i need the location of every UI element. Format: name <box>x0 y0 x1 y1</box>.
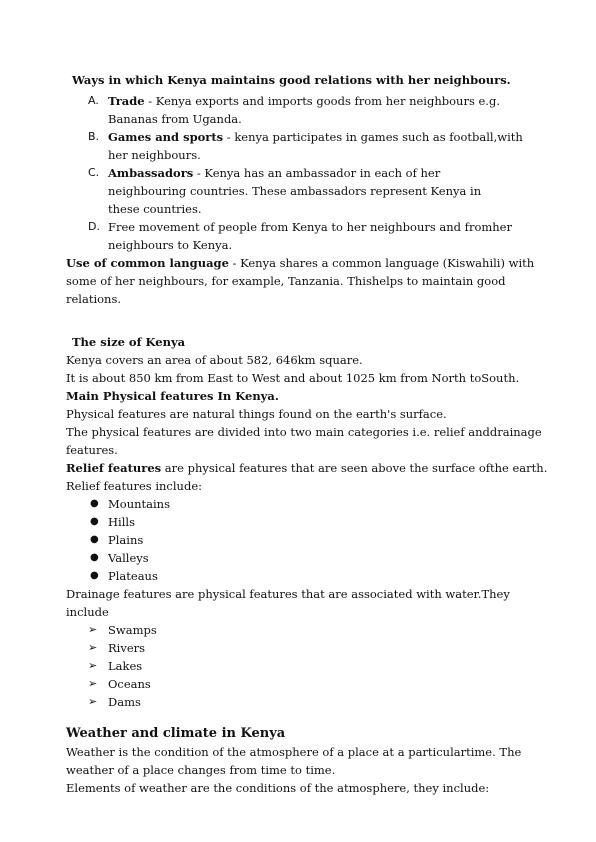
item-bold: Games and sports <box>108 130 224 144</box>
common-language-text: relations. <box>66 292 122 306</box>
item-text: Bananas from Uganda. <box>108 112 242 126</box>
list-item <box>66 693 546 711</box>
relief-list <box>66 495 546 585</box>
arrow-bullet-icon: ➢ <box>88 623 98 636</box>
item-text: Free movement of people from Kenya to her neighbours and fromher <box>108 220 512 234</box>
list-item <box>66 531 546 549</box>
item-text: these countries. <box>108 202 202 216</box>
relief-text: are physical features that are seen above the surface ofthe earth. <box>161 461 548 475</box>
relief-bold: Relief features <box>66 461 162 475</box>
list-marker: D. <box>88 220 100 233</box>
arrow-bullet-icon: ➢ <box>88 659 98 672</box>
bullet-icon: ● <box>90 552 99 563</box>
common-language-text: some of her neighbours, for example, Tanzania. Thishelps to maintain good <box>66 274 506 288</box>
size-heading: The size of Kenya <box>72 335 186 349</box>
list-item-text: Swamps <box>108 623 157 637</box>
list-item <box>66 164 536 218</box>
list-item-text: Valleys <box>108 551 149 565</box>
list-item-text: Rivers <box>108 641 146 655</box>
common-language-paragraph <box>66 254 536 308</box>
arrow-bullet-icon: ➢ <box>88 695 98 708</box>
list-marker: B. <box>88 130 100 143</box>
drainage-line: Drainage features are physical features that are associated with water.They <box>66 587 510 601</box>
weather-block <box>66 725 546 797</box>
arrow-bullet-icon: ➢ <box>88 677 98 690</box>
physical-heading: Main Physical features In Kenya. <box>66 389 279 403</box>
size-line: Kenya covers an area of about 582, 646km square. <box>66 353 363 367</box>
list-item <box>66 675 546 693</box>
drainage-list <box>66 621 546 711</box>
item-text: - Kenya exports and imports goods from her neighbours e.g. <box>144 94 500 108</box>
item-text: neighbouring countries. These ambassadors represent Kenya in <box>108 184 482 198</box>
arrow-bullet-icon: ➢ <box>88 641 98 654</box>
list-item <box>66 92 536 128</box>
relations-list <box>66 92 536 254</box>
list-item <box>66 513 546 531</box>
list-item <box>66 657 546 675</box>
list-item <box>66 128 536 164</box>
relations-heading-block <box>72 71 542 89</box>
physical-line: Physical features are natural things found on the earth's surface. <box>66 407 447 421</box>
list-item <box>66 218 536 254</box>
weather-line: weather of a place changes from time to time. <box>66 763 336 777</box>
list-item-text: Dams <box>108 695 141 709</box>
size-line: It is about 850 km from East to West and about 1025 km from North toSouth. <box>66 371 520 385</box>
list-item-text: Oceans <box>108 677 151 691</box>
list-item-text: Mountains <box>108 497 170 511</box>
item-bold: Trade <box>108 94 145 108</box>
common-language-bold: Use of common language <box>66 256 229 270</box>
item-text: - kenya participates in games such as football,with <box>223 130 523 144</box>
weather-heading: Weather and climate in Kenya <box>66 726 286 741</box>
weather-line: Elements of weather are the conditions of the atmosphere, they include: <box>66 781 490 795</box>
item-text: her neighbours. <box>108 148 201 162</box>
list-item <box>66 549 546 567</box>
physical-line: The physical features are divided into two main categories i.e. relief anddrainage <box>66 425 542 439</box>
list-item-text: Lakes <box>108 659 143 673</box>
list-marker: C. <box>88 166 100 179</box>
common-language-text: - Kenya shares a common language (Kiswahili) with <box>228 256 535 270</box>
size-heading-block <box>72 333 542 351</box>
relations-list-block <box>66 92 536 308</box>
item-bold: Ambassadors <box>108 166 194 180</box>
bullet-icon: ● <box>90 516 99 527</box>
relief-include: Relief features include: <box>66 479 202 493</box>
list-item-text: Plateaus <box>108 569 158 583</box>
size-block <box>66 351 546 711</box>
list-item <box>66 495 546 513</box>
list-item <box>66 621 546 639</box>
bullet-icon: ● <box>90 534 99 545</box>
list-item-text: Hills <box>108 515 135 529</box>
list-item-text: Plains <box>108 533 144 547</box>
list-item <box>66 639 546 657</box>
list-item <box>66 567 546 585</box>
bullet-icon: ● <box>90 498 99 509</box>
drainage-line: include <box>66 605 109 619</box>
bullet-icon: ● <box>90 570 99 581</box>
weather-line: Weather is the condition of the atmosphere of a place at a particulartime. The <box>66 745 522 759</box>
list-marker: A. <box>88 94 99 107</box>
relations-heading: Ways in which Kenya maintains good relations with her neighbours. <box>72 73 511 87</box>
item-text: neighbours to Kenya. <box>108 238 233 252</box>
physical-line: features. <box>66 443 118 457</box>
item-text: - Kenya has an ambassador in each of her <box>193 166 441 180</box>
